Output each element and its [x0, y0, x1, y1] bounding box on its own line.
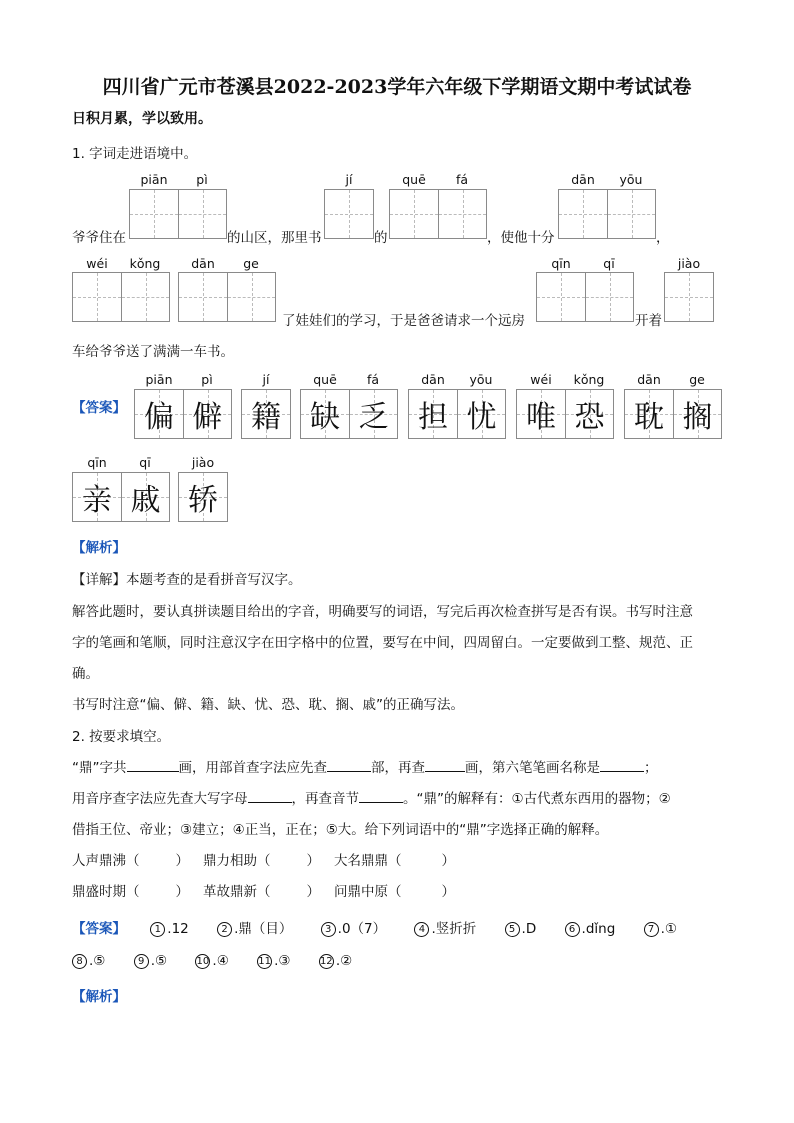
- pinyin: jiào: [191, 455, 215, 470]
- number-circle: 9: [134, 954, 149, 969]
- answer-value: .dǐng: [581, 921, 616, 937]
- answer-grid-filled: [72, 472, 170, 522]
- word-item: 人声鼎沸（: [72, 853, 140, 869]
- answer-char: 乏: [358, 400, 389, 435]
- pinyin: dān: [637, 372, 661, 387]
- answer-item: [150, 921, 188, 937]
- text: 部，再查: [371, 760, 425, 776]
- pinyin: piān: [145, 372, 173, 387]
- word-item: ）: [175, 853, 189, 869]
- answer-item: [217, 921, 292, 937]
- word-item: ）: [175, 884, 189, 900]
- answer-char: 担: [418, 400, 448, 435]
- detail-line: [72, 568, 302, 588]
- answer-grid-filled: [178, 472, 228, 522]
- text: “鼎”字共: [72, 760, 127, 776]
- number-circle: 11: [258, 956, 271, 967]
- pinyin: dān: [191, 256, 215, 271]
- answer-char: 缺: [310, 400, 340, 435]
- number-circle: 12: [319, 956, 333, 967]
- answer-item: [505, 921, 537, 937]
- answer-grid-filled: [624, 389, 722, 439]
- pinyin: wéi: [530, 372, 552, 387]
- q2-line-2: [72, 787, 671, 807]
- answer-value: .②: [335, 953, 353, 969]
- number-circle: 10: [196, 956, 210, 967]
- question-1-stem: 1. 字词走进语境中。: [72, 146, 198, 162]
- answer-grid[interactable]: [389, 189, 487, 239]
- word-item: 鼎盛时期（: [72, 884, 140, 900]
- answer-char: 戚: [130, 483, 161, 518]
- answer-value: .⑤: [150, 953, 168, 969]
- answer-char: 偏: [144, 400, 174, 435]
- passage-text: 车给爷爷送了满满一车书。: [72, 344, 234, 360]
- page-title: 四川省广元市苍溪县2022-2023学年六年级下学期语文期中考试试卷: [102, 76, 692, 98]
- answer-item: [257, 953, 290, 969]
- pinyin: jí: [345, 172, 353, 187]
- pinyin: qīn: [551, 256, 571, 271]
- pinyin: ge: [689, 372, 705, 387]
- fill-blank[interactable]: [248, 788, 292, 803]
- number-circle: 6: [565, 922, 580, 937]
- answer-item: [195, 953, 228, 969]
- pinyin: kǒng: [129, 256, 161, 271]
- word-item: 大名鼎鼎（: [334, 853, 402, 869]
- pinyin: ge: [243, 256, 259, 271]
- section-heading: 日积月累，学以致用。: [72, 111, 212, 127]
- detail-text: 本题考查的是看拼音写汉字。: [126, 572, 302, 588]
- answer-char: 亲: [82, 483, 112, 518]
- pinyin: jí: [262, 372, 270, 387]
- answer-char: 搁: [682, 400, 713, 435]
- answer-grid[interactable]: [664, 272, 714, 322]
- answer-value: .D: [521, 921, 537, 937]
- pinyin: fá: [455, 172, 469, 187]
- answer-char: 籍: [251, 400, 281, 435]
- answer-char: 恐: [574, 400, 605, 435]
- text: ，再查音节: [291, 791, 359, 807]
- pinyin: qī: [603, 256, 615, 271]
- answer-item: [72, 953, 105, 969]
- passage-text: 的: [374, 230, 388, 246]
- word-item: ）: [306, 853, 320, 869]
- pinyin: pì: [201, 372, 213, 387]
- passage-text: ，使他十分: [487, 230, 555, 246]
- q2-answer-row-2: [72, 953, 376, 969]
- number-circle: 3: [321, 922, 336, 937]
- answer-item: [134, 953, 167, 969]
- answer-label: 【答案】: [72, 400, 126, 416]
- q2-words-row: [72, 880, 455, 900]
- answer-value: .⑤: [89, 953, 106, 969]
- answer-grid[interactable]: [129, 189, 227, 239]
- fill-blank[interactable]: [127, 757, 179, 772]
- question-2-stem: 2. 按要求填空。: [72, 729, 171, 745]
- text: 用音序查字法应先查大写字母: [72, 791, 248, 807]
- answer-item: [565, 921, 616, 937]
- analysis-paragraph: 确。: [72, 666, 99, 682]
- passage-text: 开着: [635, 313, 662, 329]
- answer-char: 耽: [634, 400, 664, 435]
- fill-blank[interactable]: [327, 757, 371, 772]
- pinyin: yōu: [469, 372, 493, 387]
- answer-label: 【答案】: [72, 921, 126, 937]
- answer-char: 唯: [526, 400, 556, 435]
- answer-value: .①: [660, 921, 677, 937]
- word-item: 鼎力相助（: [203, 853, 271, 869]
- passage-text: ，: [656, 230, 670, 246]
- passage-text: 的山区，那里书: [227, 230, 322, 246]
- word-item: ）: [306, 884, 320, 900]
- detail-label: 【详解】: [72, 572, 126, 588]
- word-item: ）: [441, 884, 455, 900]
- number-circle: 1: [150, 922, 165, 937]
- number-circle: 8: [72, 954, 87, 969]
- answer-value: .0（7）: [337, 921, 387, 937]
- answer-item: [319, 953, 352, 969]
- analysis-label: 【解析】: [72, 989, 126, 1005]
- answer-char: 僻: [192, 400, 223, 435]
- text: 画，用部首查字法应先查: [178, 760, 327, 776]
- fill-blank[interactable]: [600, 757, 644, 772]
- analysis-paragraph: 解答此题时，要认真拼读题目给出的字音，明确要写的词语，写完后再次检查拼写是否有误。书写时注意: [72, 604, 693, 620]
- analysis-paragraph: 书写时注意“偏、僻、籍、缺、忧、恐、耽、搁、戚”的正确写法。: [72, 697, 464, 713]
- answer-value: .竖折折: [431, 921, 477, 937]
- passage-text: 了娃娃们的学习，于是爸爸请求一个远房: [282, 313, 525, 329]
- answer-grid-filled: [300, 389, 398, 439]
- pinyin: dān: [421, 372, 445, 387]
- answer-grid[interactable]: [178, 272, 276, 322]
- pinyin: kǒng: [573, 372, 605, 387]
- answer-value: .鼎（目）: [234, 921, 293, 937]
- pinyin: quē: [313, 372, 337, 387]
- word-item: 革故鼎新（: [203, 884, 271, 900]
- answer-value: .③: [274, 953, 291, 969]
- q2-line-3: 借指王位、帝业；③建立；④正当，正在；⑤大。给下列词语中的“鼎”字选择正确的解释。: [72, 822, 609, 838]
- analysis-label: 【解析】: [72, 540, 126, 556]
- number-circle: 7: [644, 922, 659, 937]
- answer-item: [321, 921, 386, 937]
- answer-value: .④: [212, 953, 229, 969]
- pinyin: yōu: [619, 172, 643, 187]
- answer-item: [414, 921, 476, 937]
- fill-blank[interactable]: [425, 757, 465, 772]
- answer-grid-filled: [516, 389, 614, 439]
- word-item: 问鼎中原（: [334, 884, 402, 900]
- fill-blank[interactable]: [359, 788, 403, 803]
- answer-grid[interactable]: [324, 189, 374, 239]
- pinyin: wéi: [86, 256, 108, 271]
- text: ；: [644, 760, 658, 776]
- pinyin: fá: [366, 372, 380, 387]
- answer-grid[interactable]: [536, 272, 634, 322]
- answer-grid[interactable]: [72, 272, 170, 322]
- answer-char: 忧: [466, 400, 497, 435]
- pinyin: qīn: [87, 455, 107, 470]
- number-circle: 2: [217, 922, 232, 937]
- analysis-paragraph: 字的笔画和笔顺，同时注意汉字在田字格中的位置，要写在中间，四周留白。一定要做到工整、规范、正: [72, 635, 693, 651]
- passage-text: 爷爷住在: [72, 230, 126, 246]
- pinyin: qī: [139, 455, 151, 470]
- number-circle: 4: [414, 922, 429, 937]
- q2-line-1: [72, 756, 658, 776]
- answer-value: .12: [167, 921, 189, 937]
- pinyin: piān: [140, 172, 168, 187]
- q2-answer-row-1: [72, 917, 677, 937]
- word-item: ）: [441, 853, 455, 869]
- pinyin: dān: [571, 172, 595, 187]
- text: 画，第六笔笔画名称是: [465, 760, 600, 776]
- pinyin: quē: [402, 172, 426, 187]
- pinyin: pì: [196, 172, 208, 187]
- text: 。“鼎”的解释有：①古代煮东西用的器物；②: [403, 791, 671, 807]
- answer-grid-filled: [241, 389, 291, 439]
- answer-grid[interactable]: [558, 189, 656, 239]
- number-circle: 5: [505, 922, 520, 937]
- answer-grid-filled: [134, 389, 232, 439]
- answer-item: [644, 921, 677, 937]
- q2-words-row: [72, 849, 455, 869]
- answer-char: 轿: [188, 483, 218, 518]
- pinyin: jiào: [677, 256, 701, 271]
- answer-grid-filled: [408, 389, 506, 439]
